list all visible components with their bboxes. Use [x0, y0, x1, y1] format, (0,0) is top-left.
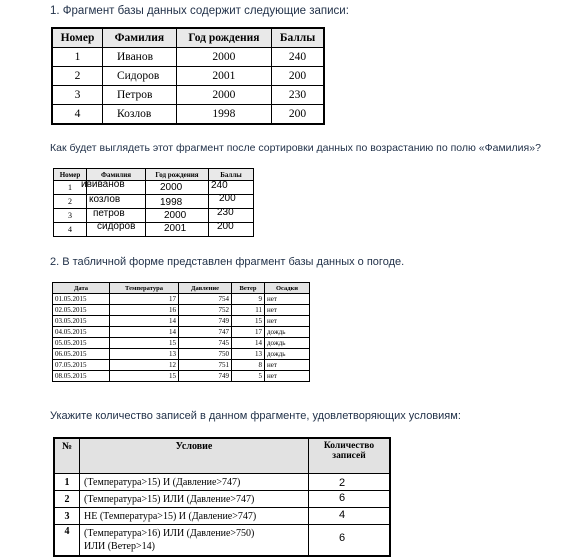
answer-surname[interactable]: ививанов — [81, 179, 125, 190]
answer-count[interactable]: 2 — [339, 477, 346, 489]
answer-birth-year[interactable]: 2000 — [160, 182, 183, 193]
col-surname: Фамилия — [102, 28, 176, 48]
col-birth-year: Год рождения — [176, 28, 271, 48]
students-table — [51, 27, 325, 125]
table-row: 05.05.2015 15 745 14 дождь — [53, 338, 310, 349]
condition-line-1: (Температура>16) ИЛИ (Давление>750) — [84, 528, 255, 539]
table-row: 1 ививанов 2000 240 — [54, 181, 254, 195]
table-row: 2 Сидоров 2001 200 — [52, 67, 324, 86]
answer-count[interactable]: 6 — [339, 492, 346, 504]
answer-score[interactable]: 230 — [217, 207, 234, 218]
answer-surname[interactable]: сидоров — [97, 221, 136, 232]
condition-text: (Температура>15) ИЛИ (Давление>747) — [80, 491, 309, 508]
answer-birth-year[interactable]: 2000 — [164, 210, 187, 221]
answer-score[interactable]: 200 — [217, 221, 234, 232]
col-pressure: Давление — [179, 283, 232, 294]
answer-surname[interactable]: козлов — [89, 194, 121, 205]
table-row: 03.05.2015 14 749 15 нет — [53, 316, 310, 327]
table-row: 2 (Температура>15) ИЛИ (Давление>747) 6 — [54, 491, 390, 508]
answer-count[interactable]: 4 — [339, 509, 346, 521]
col-surname: Фамилия — [87, 169, 146, 181]
col-number: Номер — [52, 28, 102, 48]
condition-line-2: ИЛИ (Ветер>14) — [84, 541, 155, 552]
table-row: 1 (Температура>15) И (Давление>747) 2 — [54, 474, 390, 491]
table-row: 07.05.2015 12 751 8 нет — [53, 360, 310, 371]
table-row: 1 Иванов 2000 240 — [52, 48, 324, 67]
col-precipitation: Осадки — [265, 283, 310, 294]
answer-surname[interactable]: петров — [93, 208, 125, 219]
col-number: Номер — [54, 169, 87, 181]
table-row: 08.05.2015 15 749 5 нет — [53, 371, 310, 382]
answer-count[interactable]: 6 — [339, 532, 346, 544]
table-row: 3 петров 2000 230 — [54, 209, 254, 223]
sorted-answer-table[interactable] — [53, 168, 254, 237]
col-birth-year: Год рождения — [146, 169, 209, 181]
table-row: 2 козлов 1998 200 — [54, 195, 254, 209]
table-row: 4 сидоров 2001 200 — [54, 223, 254, 237]
table-row: 4 (Температура>16) ИЛИ (Давление>750) ИЛИ (Ветер>14) 6 — [54, 525, 390, 557]
answer-birth-year[interactable]: 2001 — [164, 223, 187, 234]
answer-score[interactable]: 200 — [219, 193, 236, 204]
col-wind: Ветер — [232, 283, 265, 294]
condition-text: (Температура>15) И (Давление>747) — [80, 474, 309, 491]
col-condition: Условие — [80, 438, 309, 474]
weather-table — [52, 282, 310, 382]
table-row: 3 Петров 2000 230 — [52, 86, 324, 105]
col-n: № — [54, 438, 80, 474]
table-row: 01.05.2015 17 754 9 нет — [53, 294, 310, 305]
conditions-table — [53, 437, 391, 557]
col-score: Баллы — [272, 28, 324, 48]
table-row: 02.05.2015 16 752 11 нет — [53, 305, 310, 316]
q2-title: 2. В табличной форме представлен фрагмент базы данных о погоде. — [50, 256, 405, 268]
table-row: 06.05.2015 13 750 13 дождь — [53, 349, 310, 360]
table-row: 04.05.2015 14 747 17 дождь — [53, 327, 310, 338]
col-date: Дата — [53, 283, 110, 294]
q1-question: Как будет выглядеть этот фрагмент после сортировки данных по возрастанию по полю «Фамилия»? — [50, 142, 541, 154]
answer-score[interactable]: 240 — [211, 180, 228, 191]
col-count: Количество записей — [309, 438, 391, 474]
condition-text — [80, 525, 309, 557]
table-row: 4 Козлов 1998 200 — [52, 105, 324, 125]
answer-birth-year[interactable]: 1998 — [160, 197, 183, 208]
col-temperature: Температура — [110, 283, 179, 294]
condition-text: НЕ (Температура>15) И (Давление>747) — [80, 508, 309, 525]
q2-question: Укажите количество записей в данном фрагменте, удовлетворяющих условиям: — [50, 410, 461, 422]
table-row: 3 НЕ (Температура>15) И (Давление>747) 4 — [54, 508, 390, 525]
q1-title: 1. Фрагмент базы данных содержит следующие записи: — [50, 5, 349, 17]
col-score: Баллы — [209, 169, 254, 181]
